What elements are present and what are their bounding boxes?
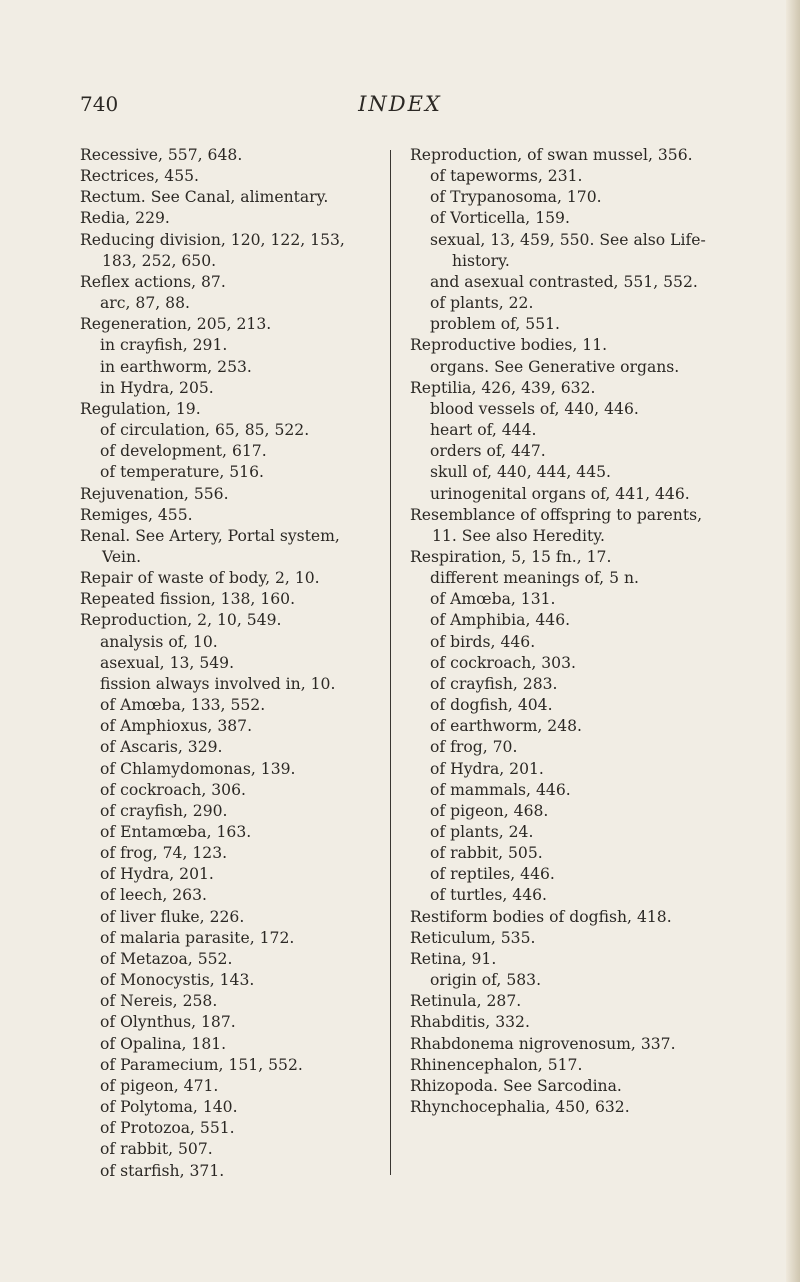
index-subentry: in earthworm, 253. (100, 357, 252, 376)
page-edge-shadow (786, 0, 800, 1282)
index-subentry: of dogfish, 404. (430, 696, 553, 715)
index-subentry: of development, 617. (100, 442, 267, 461)
index-entry: Renal. See Artery, Portal system, Vein. (80, 526, 340, 566)
index-subentry: of Chlamydomonas, 139. (100, 759, 296, 778)
index-entry: Rhabdonema nigrovenosum, 337. (410, 1034, 676, 1053)
index-entry: Repeated fission, 138, 160. (80, 590, 296, 609)
index-subentry: of Paramecium, 151, 552. (100, 1055, 303, 1074)
index-subentry: arc, 87, 88. (100, 294, 190, 313)
index-entry: Rectrices, 455. (80, 167, 200, 186)
index-subentry: of frog, 74, 123. (100, 844, 228, 863)
index-subentry: of Amœba, 131. (430, 590, 556, 609)
index-entry: Reptilia, 426, 439, 632. (410, 378, 596, 397)
index-subentry: organs. See Generative organs. (430, 357, 680, 376)
index-entry: Retinula, 287. (410, 992, 522, 1011)
index-subentry: blood vessels of, 440, 446. (430, 399, 639, 418)
index-subentry: urinogenital organs of, 441, 446. (430, 484, 690, 503)
index-entry: Rejuvenation, 556. (80, 484, 229, 503)
column-divider (390, 150, 391, 1175)
index-subentry: of reptiles, 446. (430, 865, 555, 884)
index-entry: Regulation, 19. (80, 399, 201, 418)
index-subentry: in crayfish, 291. (100, 336, 228, 355)
index-entry: Retina, 91. (410, 949, 497, 968)
index-subentry: of tapeworms, 231. (430, 167, 583, 186)
index-subentry: of cockroach, 303. (430, 653, 576, 672)
index-subentry: of Amphioxus, 387. (100, 717, 253, 736)
index-subentry: of leech, 263. (100, 886, 207, 905)
index-entry: Rhinencephalon, 517. (410, 1055, 583, 1074)
index-subentry: of earthworm, 248. (430, 717, 583, 736)
index-subentry: and asexual contrasted, 551, 552. (430, 272, 698, 291)
index-subentry: heart of, 444. (430, 421, 537, 440)
index-subentry: problem of, 551. (430, 315, 561, 334)
index-subentry: of pigeon, 471. (100, 1076, 219, 1095)
index-subentry: sexual, 13, 459, 550. See also Life-history. (430, 230, 706, 270)
index-subentry: of Polytoma, 140. (100, 1098, 238, 1117)
index-entry: Reproduction, of swan mussel, 356. (410, 146, 693, 164)
index-entry: Remiges, 455. (80, 505, 193, 524)
index-subentry: of plants, 24. (430, 823, 534, 841)
index-subentry: of crayfish, 283. (430, 674, 558, 693)
page-header (0, 92, 800, 132)
index-entry: Repair of waste of body, 2, 10. (80, 569, 320, 588)
index-entry: Reflex actions, 87. (80, 272, 226, 291)
index-subentry: of Hydra, 201. (430, 759, 544, 778)
index-entry: Rhizopoda. See Sarcodina. (410, 1076, 622, 1095)
index-entry: Reproduction, 2, 10, 549. (80, 611, 282, 630)
index-subentry: in Hydra, 205. (100, 378, 214, 397)
index-subentry: of Nereis, 258. (100, 992, 218, 1011)
index-subentry: of Protozoa, 551. (100, 1119, 235, 1138)
index-subentry: of birds, 446. (430, 632, 536, 651)
index-subentry: of Entamœba, 163. (100, 823, 252, 841)
index-subentry: of circulation, 65, 85, 522. (100, 421, 310, 440)
index-subentry: asexual, 13, 549. (100, 653, 235, 672)
index-subentry: of temperature, 516. (100, 463, 264, 482)
running-title: INDEX (358, 92, 442, 116)
index-subentry: of Vorticella, 159. (430, 209, 570, 228)
index-entry: Reticulum, 535. (410, 928, 536, 947)
index-entry: Resemblance of offspring to parents, 11. See also Heredity. (410, 505, 703, 545)
index-subentry: different meanings of, 5 n. (430, 569, 639, 588)
index-subentry: of frog, 70. (430, 738, 518, 757)
index-subentry: of rabbit, 505. (430, 844, 543, 863)
index-subentry: of turtles, 446. (430, 886, 547, 905)
index-subentry: of Ascaris, 329. (100, 738, 223, 757)
index-entry: Rectum. See Canal, alimentary. (80, 188, 329, 207)
index-subentry: origin of, 583. (430, 971, 542, 990)
index-subentry: fission always involved in, 10. (100, 674, 336, 693)
index-entry: Recessive, 557, 648. (80, 146, 243, 164)
index-subentry: skull of, 440, 444, 445. (430, 463, 612, 482)
index-subentry: of Metazoa, 552. (100, 949, 233, 968)
index-subentry: of Trypanosoma, 170. (430, 188, 602, 207)
index-subentry: of Opalina, 181. (100, 1034, 227, 1053)
index-entry: Rhynchocephalia, 450, 632. (410, 1098, 630, 1117)
index-entry: Reproductive bodies, 11. (410, 336, 608, 355)
index-subentry: of cockroach, 306. (100, 780, 246, 799)
index-subentry: analysis of, 10. (100, 632, 218, 651)
index-subentry: of Monocystis, 143. (100, 971, 255, 990)
index-entry: Rhabditis, 332. (410, 1013, 530, 1032)
index-entry: Reducing division, 120, 122, 153, 183, 252, 650. (80, 230, 345, 270)
index-subentry: of Olynthus, 187. (100, 1013, 236, 1032)
index-subentry: of mammals, 446. (430, 780, 571, 799)
index-column-right (410, 145, 720, 1118)
index-subentry: of starfish, 371. (100, 1161, 225, 1180)
index-subentry: of Amphibia, 446. (430, 611, 571, 630)
index-subentry: of crayfish, 290. (100, 801, 228, 820)
index-subentry: of malaria parasite, 172. (100, 928, 295, 947)
index-subentry: of plants, 22. (430, 294, 534, 313)
index-entry: Restiform bodies of dogfish, 418. (410, 907, 672, 926)
index-subentry: of pigeon, 468. (430, 801, 549, 820)
index-entry: Respiration, 5, 15 fn., 17. (410, 547, 612, 566)
index-subentry: of rabbit, 507. (100, 1140, 213, 1159)
index-subentry: of Hydra, 201. (100, 865, 214, 884)
index-subentry: of Amœba, 133, 552. (100, 696, 266, 715)
index-column-left (80, 145, 370, 1182)
page-number: 740 (80, 92, 119, 116)
index-entry: Regeneration, 205, 213. (80, 315, 272, 334)
index-subentry: of liver fluke, 226. (100, 907, 245, 926)
index-entry: Redia, 229. (80, 209, 170, 228)
index-subentry: orders of, 447. (430, 442, 546, 461)
